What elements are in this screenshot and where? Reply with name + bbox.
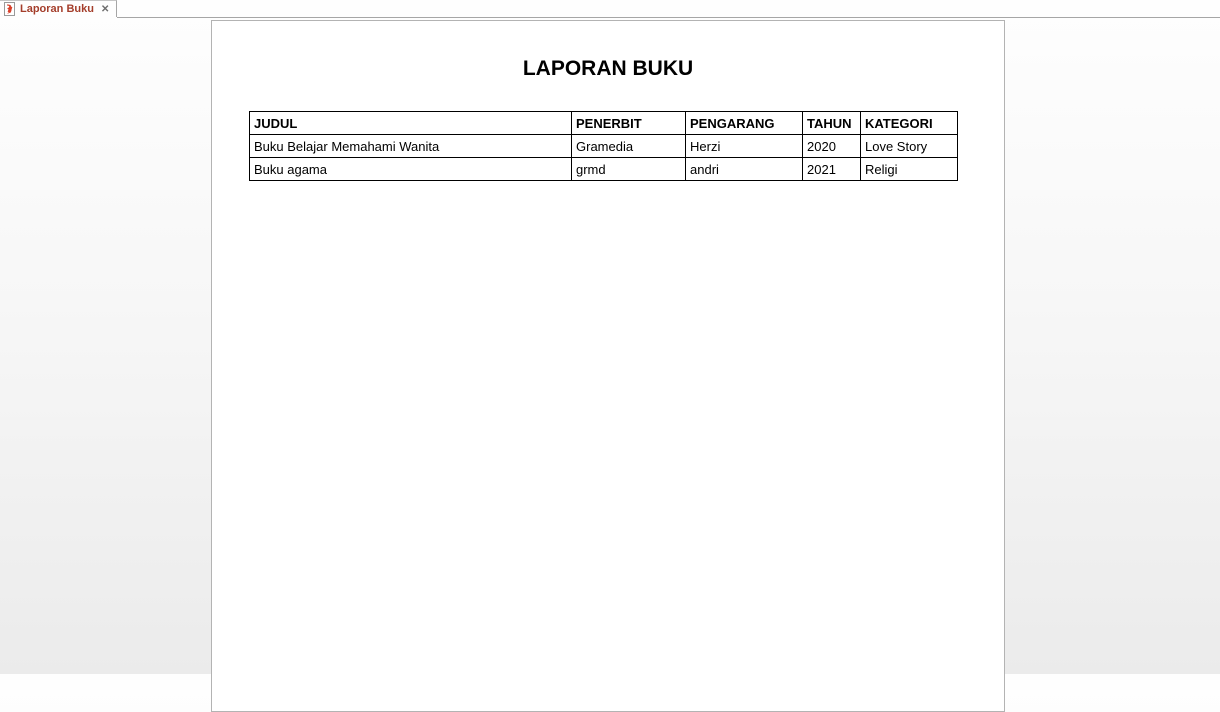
column-header: PENGARANG xyxy=(686,112,803,135)
table-cell: Gramedia xyxy=(572,135,686,158)
table-cell: Buku Belajar Memahami Wanita xyxy=(250,135,572,158)
table-cell: andri xyxy=(686,158,803,181)
column-header: TAHUN xyxy=(803,112,861,135)
table-cell: Religi xyxy=(861,158,958,181)
tab-label: Laporan Buku xyxy=(20,2,94,15)
close-icon[interactable]: ✕ xyxy=(100,3,110,15)
table-cell: 2020 xyxy=(803,135,861,158)
column-header: KATEGORI xyxy=(861,112,958,135)
column-header: JUDUL xyxy=(250,112,572,135)
table-row xyxy=(250,158,958,181)
table-cell: Love Story xyxy=(861,135,958,158)
tab-laporan-buku[interactable] xyxy=(0,0,117,17)
report-page xyxy=(211,20,1005,712)
report-table-header xyxy=(250,112,958,135)
tab-bar-divider xyxy=(117,17,1220,18)
table-cell: Herzi xyxy=(686,135,803,158)
report-table xyxy=(249,111,958,181)
report-document-icon xyxy=(3,2,16,16)
table-cell: grmd xyxy=(572,158,686,181)
report-table-body xyxy=(250,135,958,181)
column-header: PENERBIT xyxy=(572,112,686,135)
table-cell: Buku agama xyxy=(250,158,572,181)
table-cell: 2021 xyxy=(803,158,861,181)
report-title: LAPORAN BUKU xyxy=(522,57,694,80)
header-row xyxy=(250,112,958,135)
table-row xyxy=(250,135,958,158)
tab-bar xyxy=(0,0,1220,18)
